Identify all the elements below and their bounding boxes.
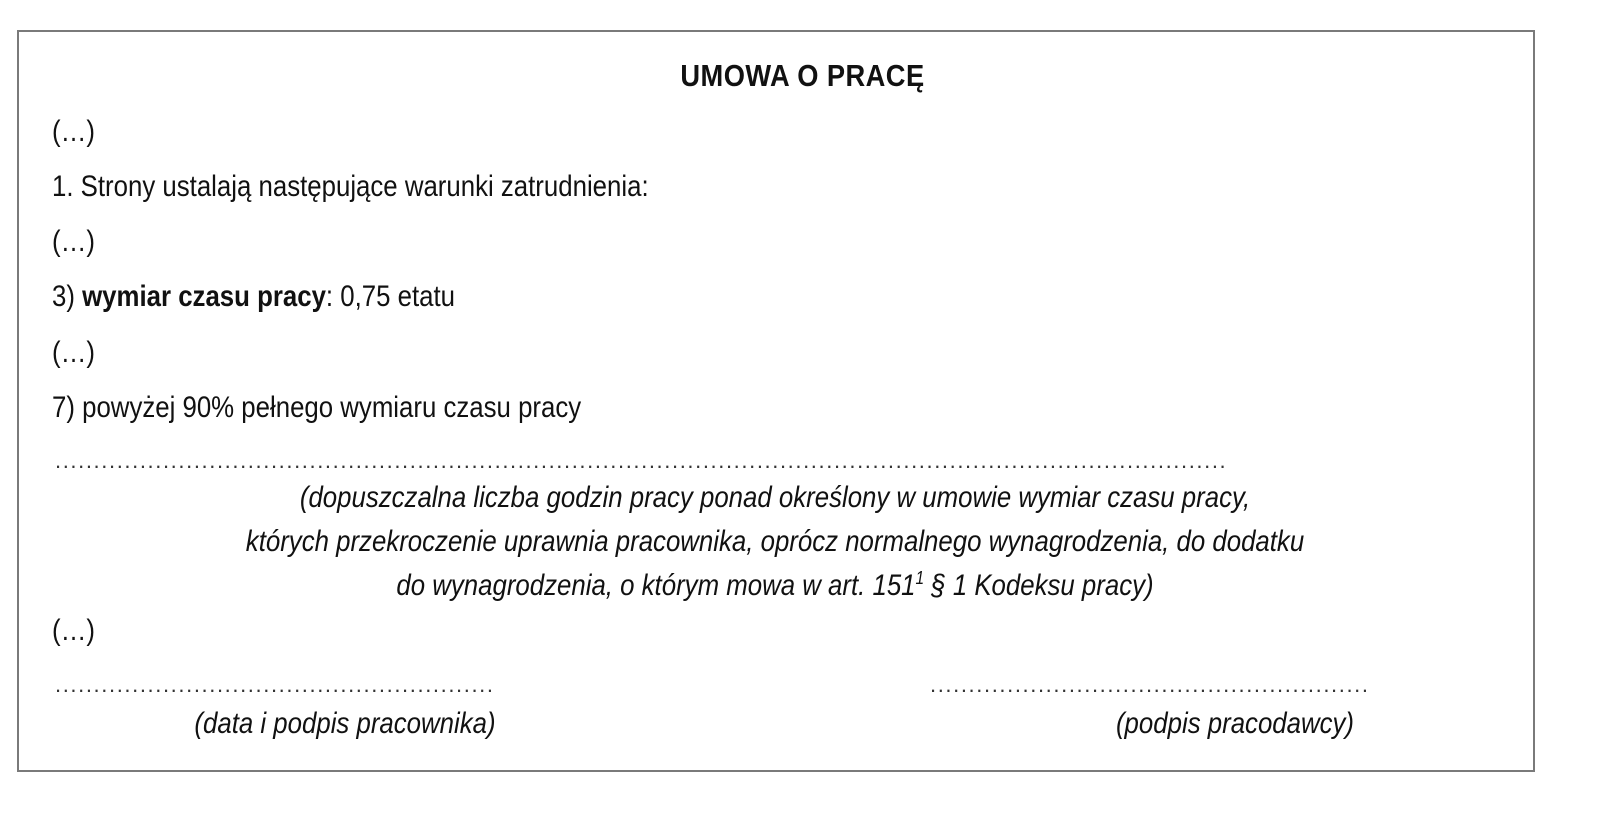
point-3-text — [52, 280, 455, 314]
point-3-bold-label: wymiar czasu pracy — [82, 280, 326, 313]
note-line-2: których przekroczenie uprawnia pracownika, oprócz normalnego wynagrodzenia, do dodatku — [245, 525, 1305, 558]
fill-in-dotted-line: ........................................................................................................................................................ — [55, 448, 1228, 473]
note-line-3 — [109, 569, 1442, 603]
note-line-1: (dopuszczalna liczba godzin pracy ponad określony w umowie wymiar czasu pracy, — [299, 481, 1251, 514]
ellipsis-line-4: (…) — [52, 614, 95, 647]
point-3-value: : 0,75 etatu — [325, 280, 456, 313]
point-1-text: 1. Strony ustalają następujące warunki zatrudnienia: — [52, 170, 649, 203]
note-superscript: 1 — [915, 568, 925, 588]
ellipsis-line-1: (…) — [52, 115, 95, 148]
point-7-text: 7) powyżej 90% pełnego wymiaru czasu pracy — [52, 391, 582, 424]
employer-signature-caption: (podpis pracodawcy) — [1115, 707, 1355, 740]
ellipsis-line-3: (…) — [52, 336, 95, 369]
note-line-3-end: § 1 Kodeksu pracy) — [924, 569, 1154, 602]
ellipsis-line-2: (…) — [52, 225, 95, 258]
note-line-3-start: do wynagrodzenia, o którym mowa w art. 151 — [396, 569, 916, 602]
employee-signature-caption: (data i podpis pracownika) — [194, 707, 496, 740]
document-title: UMOWA O PRACĘ — [680, 58, 925, 93]
point-3-prefix: 3) — [52, 280, 83, 313]
employer-signature-line: ......................................................... — [930, 672, 1370, 697]
employee-signature-line: ......................................................... — [55, 672, 495, 697]
